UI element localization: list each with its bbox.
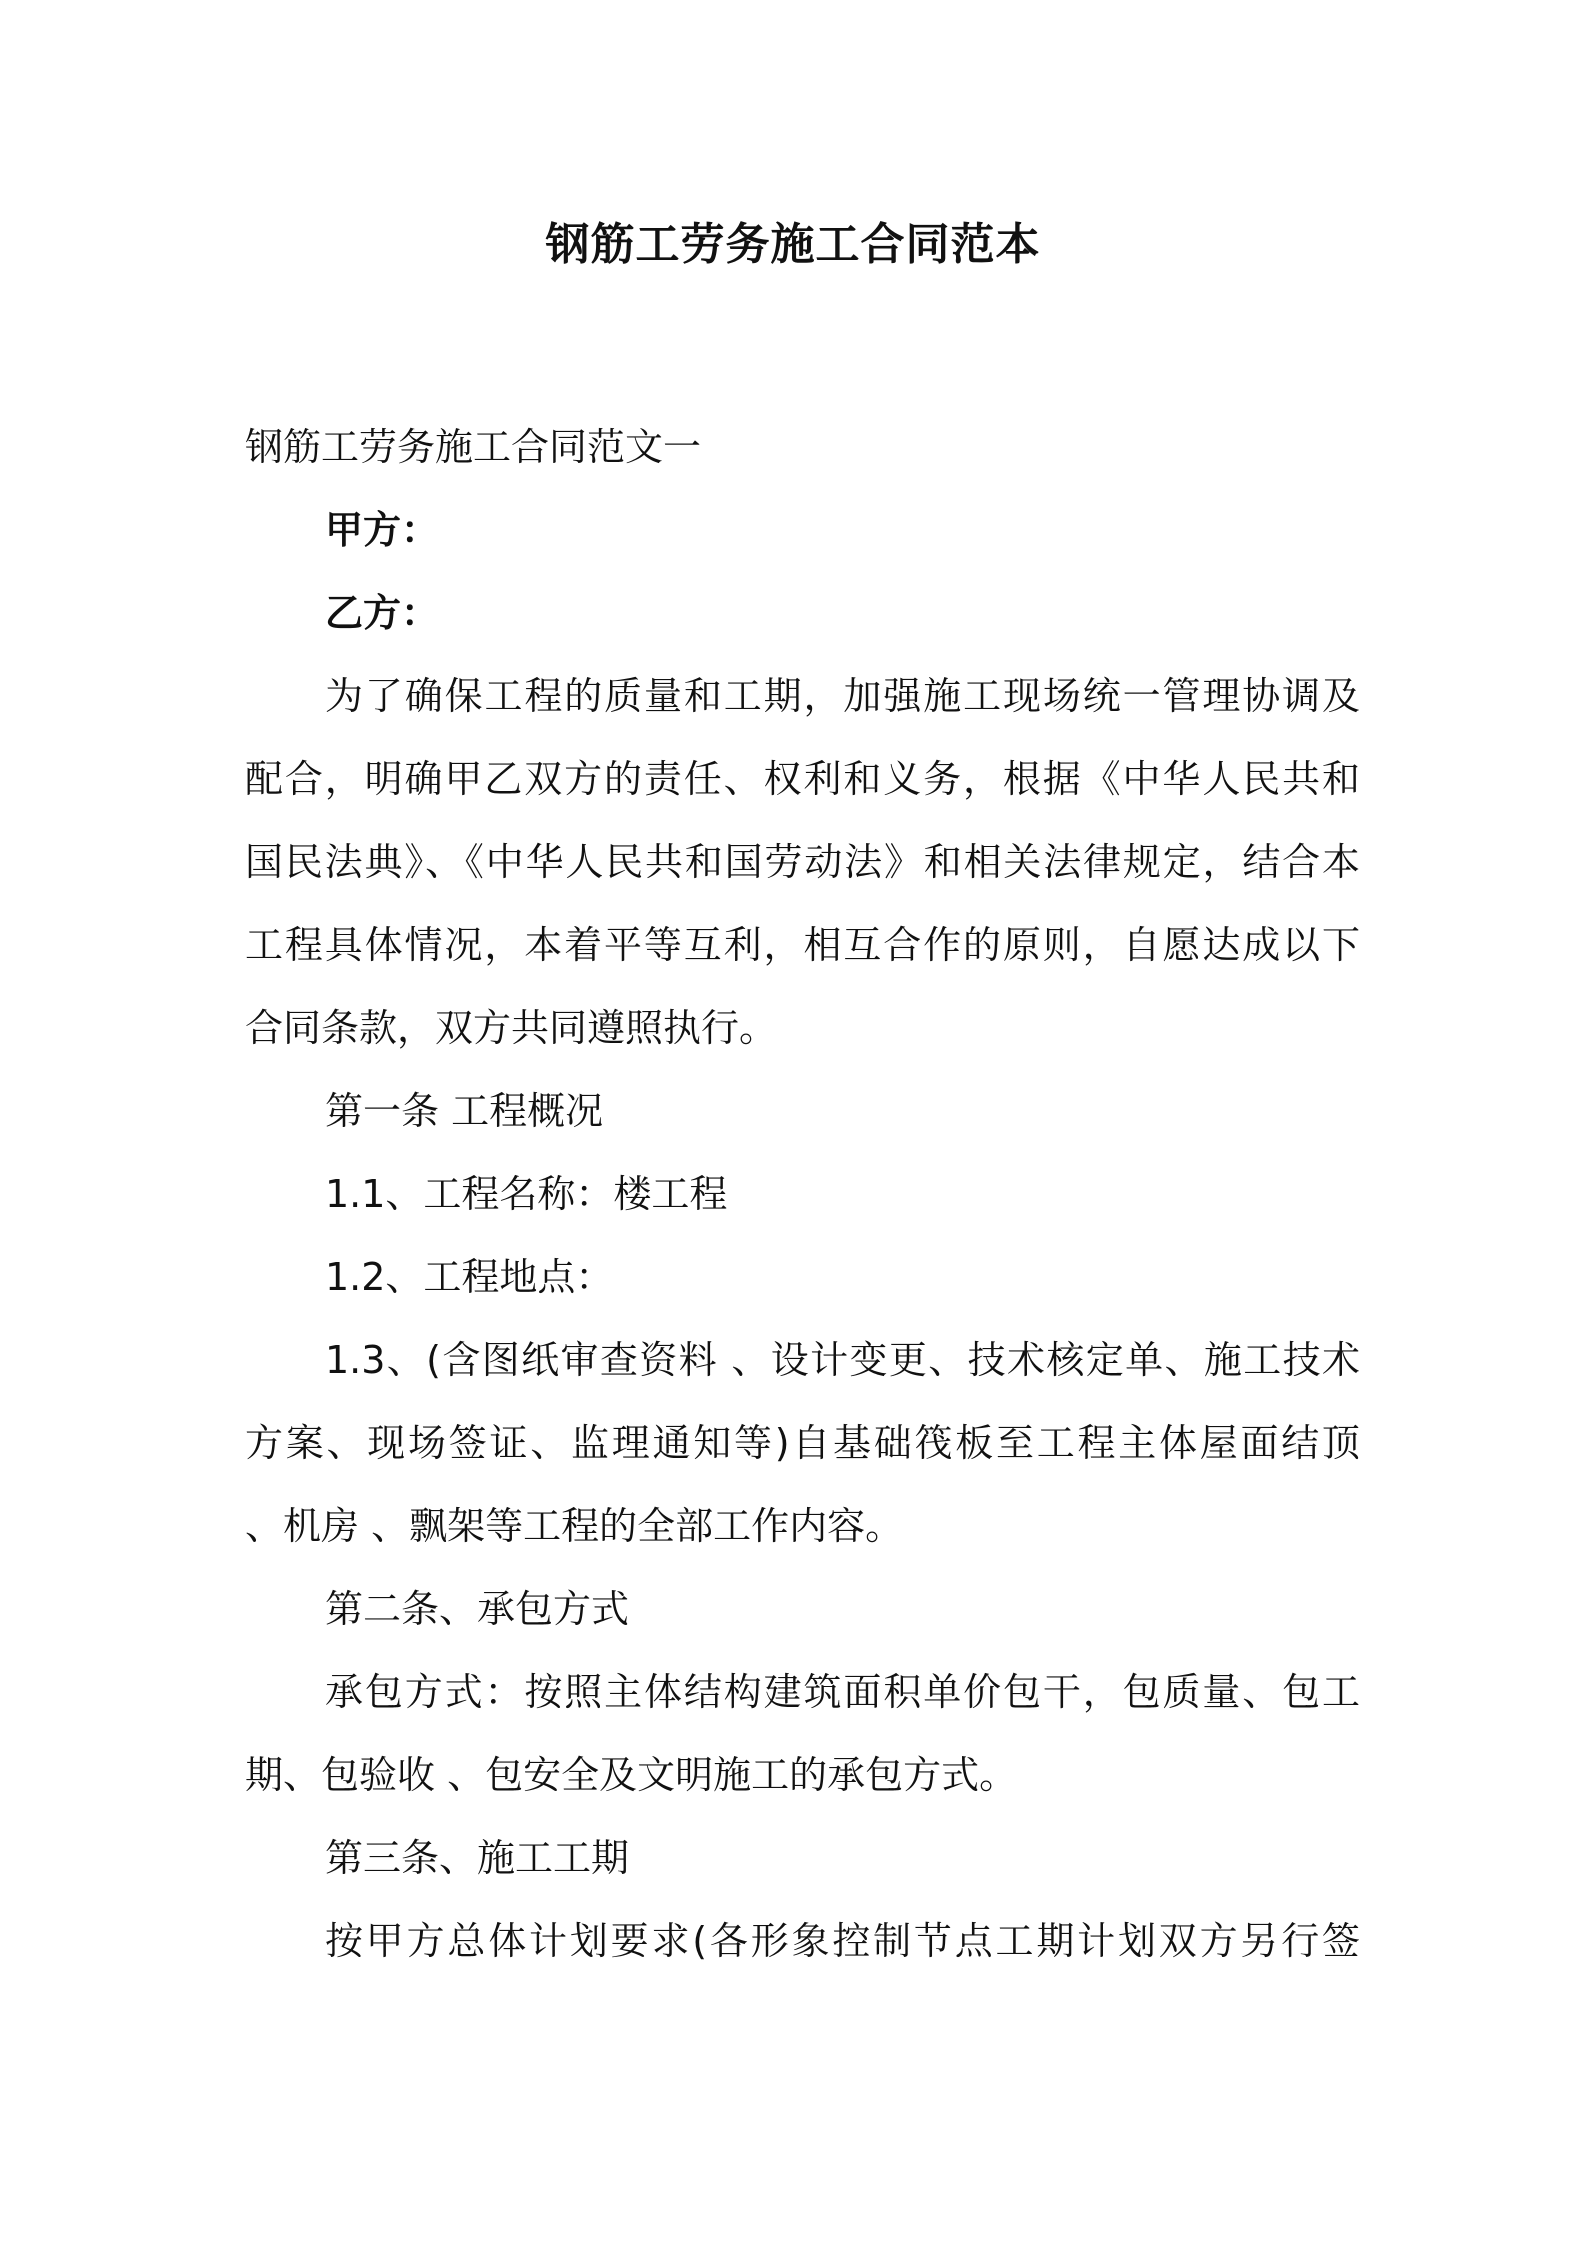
document-body [245, 406, 1360, 1983]
paragraph-line: 配合，明确甲乙双方的责任、权利和义务，根据《中华人民共和 [245, 757, 1360, 801]
article-heading: 第二条、承包方式 [325, 1587, 630, 1631]
section-heading: 钢筋工劳务施工合同范文一 [245, 425, 702, 469]
paragraph-line: 工程具体情况，本着平等互利，相互合作的原则，自愿达成以下 [245, 923, 1360, 967]
party-a-label: 甲方： [325, 508, 440, 552]
paragraph-line: 承包方式：按照主体结构建筑面积单价包干，包质量、包工 [325, 1670, 1360, 1714]
clause-line: 1.2、工程地点： [325, 1255, 614, 1299]
paragraph-line: 国民法典》、《中华人民共和国劳动法》和相关法律规定，结合本 [245, 840, 1360, 884]
clause-line: 方案、现场签证、监理通知等)自基础筏板至工程主体屋面结顶 [245, 1421, 1360, 1465]
paragraph-line: 期、包验收 、包安全及文明施工的承包方式。 [245, 1753, 1018, 1797]
article-heading: 第一条 工程概况 [325, 1089, 604, 1133]
document-title: 钢筋工劳务施工合同范本 [545, 219, 1041, 270]
paragraph-line: 合同条款，双方共同遵照执行。 [245, 1006, 778, 1050]
clause-line: 1.3、(含图纸审查资料 、设计变更、技术核定单、施工技术 [325, 1338, 1360, 1382]
article-heading: 第三条、施工工期 [325, 1836, 630, 1880]
paragraph-line: 为了确保工程的质量和工期，加强施工现场统一管理协调及 [325, 674, 1360, 718]
paragraph-line: 按甲方总体计划要求(各形象控制节点工期计划双方另行签 [325, 1919, 1360, 1963]
clause-line: 、机房 、飘架等工程的全部工作内容。 [245, 1504, 904, 1548]
clause-line: 1.1、工程名称：楼工程 [325, 1172, 728, 1216]
party-b-label: 乙方： [325, 591, 440, 635]
